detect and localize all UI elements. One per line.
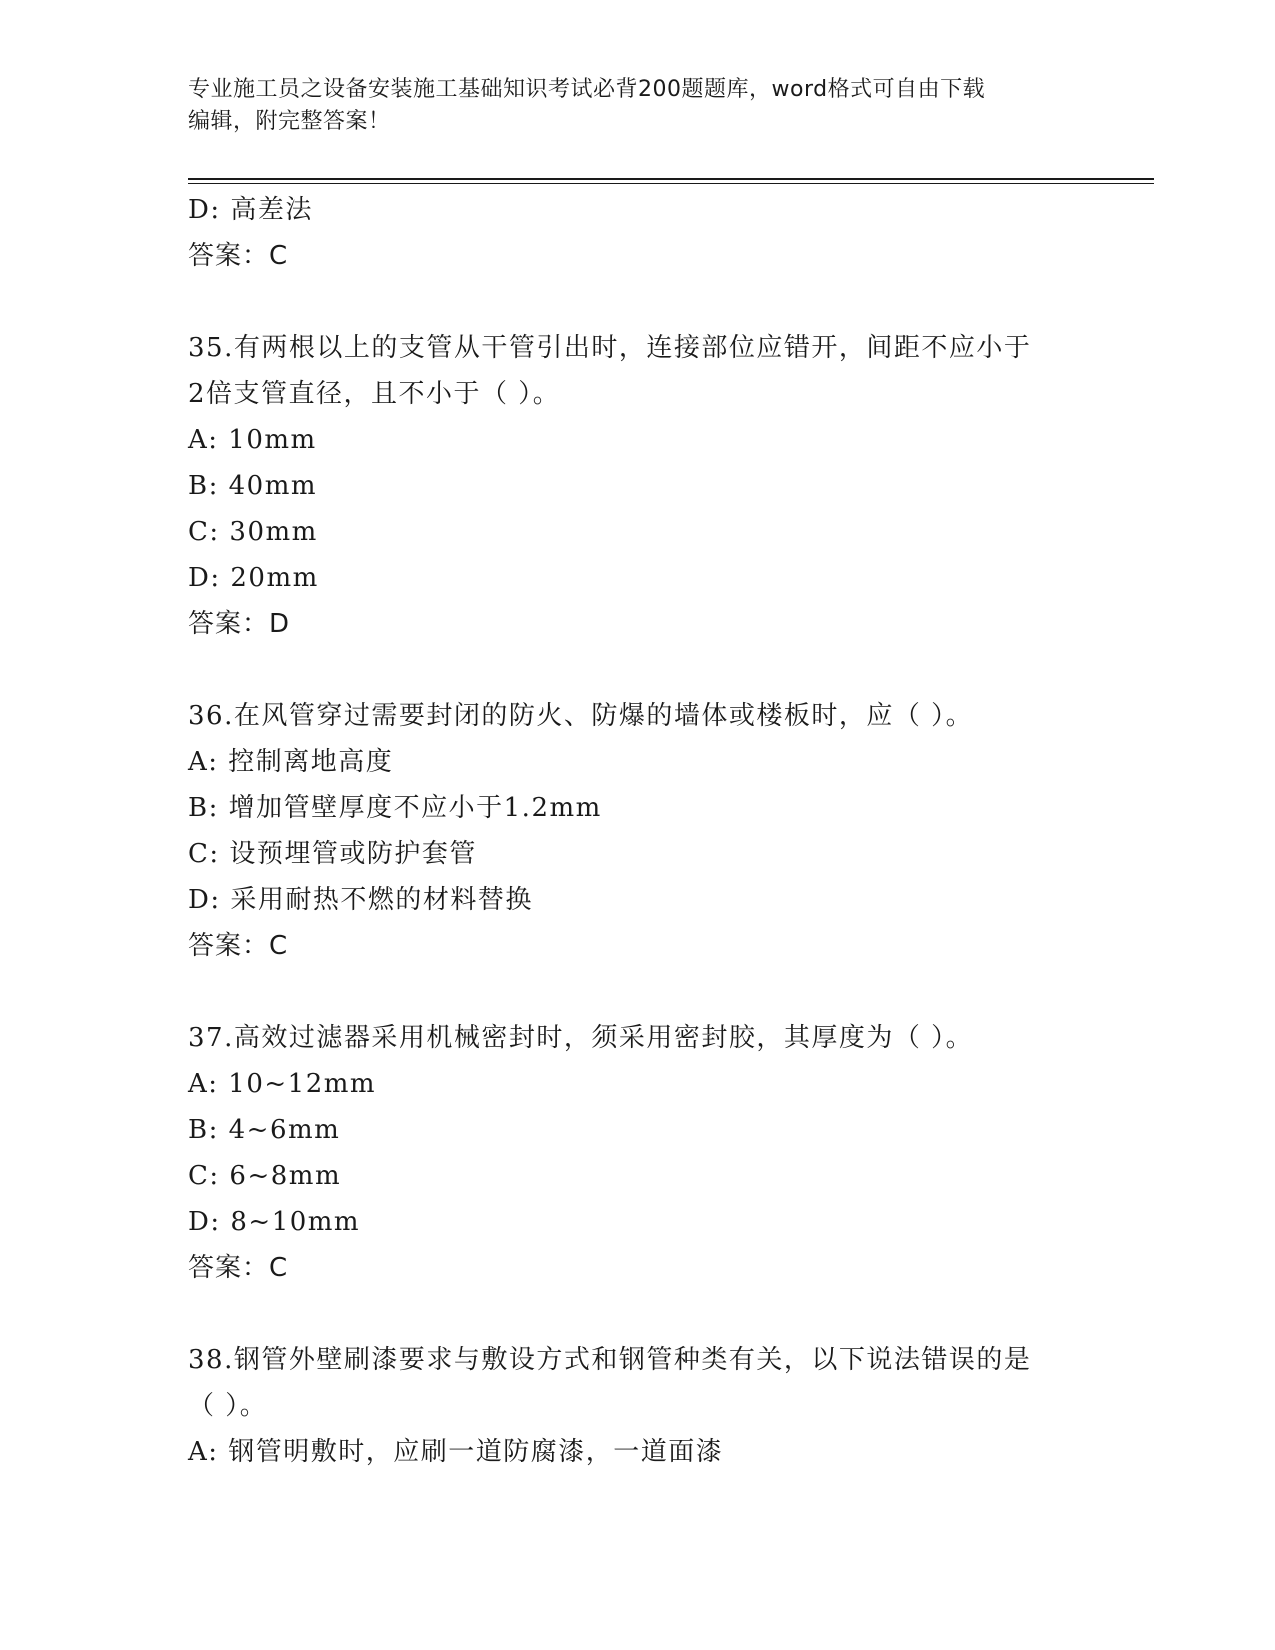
option-b: B: 40mm xyxy=(188,471,318,501)
option-d: D: 采用耐热不燃的材料替换 xyxy=(188,885,533,915)
spacer xyxy=(188,647,1088,693)
previous-answer: 答案：C xyxy=(188,241,289,271)
answer: 答案：D xyxy=(188,609,291,639)
option-a: A: 控制离地高度 xyxy=(188,747,394,777)
option-d: D: 8~10mm xyxy=(188,1207,361,1237)
option-a: A: 10mm xyxy=(188,425,317,455)
question-stem: 38.钢管外壁刷漆要求与敷设方式和钢管种类有关，以下说法错误的是 xyxy=(188,1345,1032,1375)
previous-option-d: D: 高差法 xyxy=(188,195,313,225)
question-stem: （ ）。 xyxy=(188,1391,268,1421)
answer: 答案：C xyxy=(188,1253,289,1283)
header-divider-thin xyxy=(188,183,1154,184)
option-c: C: 6~8mm xyxy=(188,1161,342,1191)
spacer xyxy=(188,969,1088,1015)
option-b: B: 4~6mm xyxy=(188,1115,341,1145)
option-a: A: 10~12mm xyxy=(188,1069,377,1099)
question-37 xyxy=(188,1015,1088,1291)
spacer xyxy=(188,279,1088,325)
answer: 答案：C xyxy=(188,931,289,961)
question-stem: 35.有两根以上的支管从干管引出时，连接部位应错开，间距不应小于 xyxy=(188,333,1032,363)
document-header xyxy=(188,74,1088,138)
question-stem: 36.在风管穿过需要封闭的防火、防爆的墙体或楼板时，应（ ）。 xyxy=(188,701,974,731)
option-d: D: 20mm xyxy=(188,563,319,593)
question-stem: 2倍支管直径，且不小于（ ）。 xyxy=(188,379,561,409)
question-stem: 37.高效过滤器采用机械密封时，须采用密封胶，其厚度为（ ）。 xyxy=(188,1023,974,1053)
option-a: A: 钢管明敷时，应刷一道防腐漆，一道面漆 xyxy=(188,1437,724,1467)
question-35 xyxy=(188,325,1088,647)
question-list xyxy=(188,187,1088,1475)
header-line-1: 专业施工员之设备安装施工基础知识考试必背200题题库，word格式可自由下载 xyxy=(188,77,986,102)
question-36 xyxy=(188,693,1088,969)
header-line-2: 编辑，附完整答案！ xyxy=(188,109,391,134)
header-divider-thick xyxy=(188,178,1154,180)
option-b: B: 增加管壁厚度不应小于1.2mm xyxy=(188,793,602,823)
question-38 xyxy=(188,1337,1088,1475)
option-c: C: 30mm xyxy=(188,517,318,547)
spacer xyxy=(188,1291,1088,1337)
option-c: C: 设预埋管或防护套管 xyxy=(188,839,477,869)
